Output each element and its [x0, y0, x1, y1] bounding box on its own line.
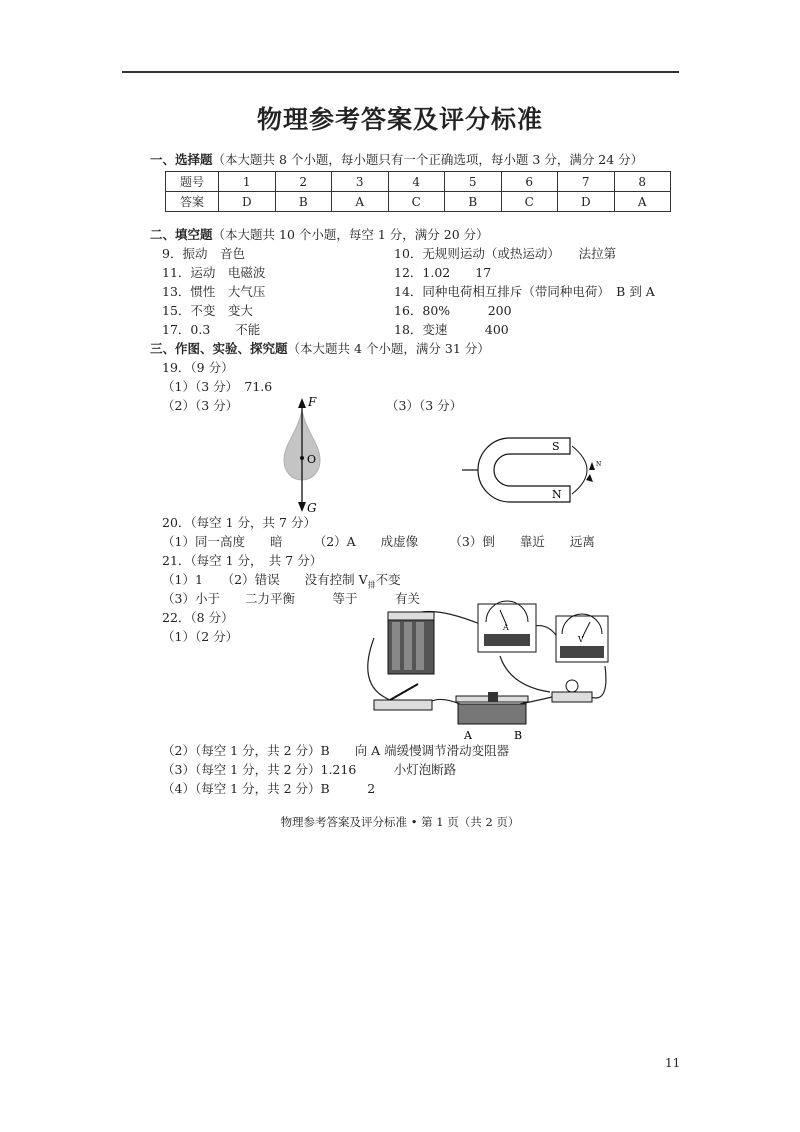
q21-subscript: 排 — [367, 580, 376, 590]
label-G: G — [307, 501, 317, 515]
fill-answer-17: 17．0.3 不能 — [162, 322, 261, 337]
force-diagram — [270, 392, 340, 522]
field-arrow-icon — [586, 474, 593, 482]
q-answer: A — [614, 192, 671, 212]
q-number: 5 — [445, 172, 502, 192]
field-line — [572, 446, 587, 494]
q22-label: 22．（8 分） — [162, 610, 234, 625]
voltmeter-label: V — [578, 635, 584, 644]
fill-answer-9: 9．振动 音色 — [162, 246, 245, 261]
q22-part2: （2）（每空 1 分，共 2 分）B 向 A 端缓慢调节滑动变阻器 — [162, 743, 510, 758]
row-label-answer: 答案 — [166, 192, 219, 212]
fill-answer-13: 13．惯性 大气压 — [162, 284, 266, 299]
section3-header — [150, 339, 490, 357]
compass-needle-icon — [589, 462, 595, 470]
fill-answer-18: 18．变速 400 — [394, 322, 509, 337]
q-answer: C — [501, 192, 558, 212]
needle-N: N — [596, 461, 602, 468]
q19-part1: （1）（3 分） 71.6 — [162, 379, 273, 394]
fill-answer-11: 11．运动 电磁波 — [162, 265, 266, 280]
pole-S: S — [552, 440, 560, 453]
q21-answers-1b: 不变 — [375, 572, 401, 587]
rheostat-icon — [456, 692, 528, 742]
q-answer: D — [558, 192, 615, 212]
center-point — [300, 456, 304, 460]
label-O: O — [307, 453, 317, 466]
fill-answer-10: 10．无规则运动（或热运动） 法拉第 — [394, 246, 617, 261]
battery-icon — [388, 612, 434, 674]
fill-answer-15: 15．不变 变大 — [162, 303, 253, 318]
q-number: 1 — [219, 172, 276, 192]
ammeter-label: A — [503, 623, 509, 632]
q-answer: B — [445, 192, 502, 212]
q-answer: B — [275, 192, 332, 212]
pole-N: N — [552, 488, 562, 501]
q-answer: A — [332, 192, 389, 212]
wire — [500, 656, 550, 692]
table-row-numbers — [166, 172, 671, 192]
q-number: 8 — [614, 172, 671, 192]
rheostat-end-B: B — [514, 729, 523, 742]
lamp-icon — [552, 680, 592, 702]
fill-answer-16: 16．80% 200 — [394, 303, 512, 318]
q-answer: C — [388, 192, 445, 212]
row-label-number: 题号 — [166, 172, 219, 192]
answer-table — [165, 171, 671, 212]
q22-part1: （1）（2 分） — [162, 629, 239, 644]
section2-heading: 二、填空题 — [150, 227, 213, 242]
section2-header — [150, 225, 489, 243]
circuit-diagram — [360, 596, 610, 746]
table-row-answers — [166, 192, 671, 212]
voltmeter-icon — [556, 614, 608, 662]
fill-answer-14: 14．同种电荷相互排斥（带同种电荷） B 到 A — [394, 284, 655, 299]
fill-answer-12: 12．1.02 17 — [394, 265, 492, 280]
section2-note: （本大题共 10 个小题，每空 1 分，满分 20 分） — [212, 227, 489, 242]
q-number: 7 — [558, 172, 615, 192]
ammeter-icon — [478, 601, 536, 652]
page-title: 物理参考答案及评分标准 — [256, 105, 543, 134]
arrow-down-icon — [298, 502, 306, 512]
q22-part3: （3）（每空 1 分，共 2 分）1.216 小灯泡断路 — [162, 762, 457, 777]
rheostat-end-A: A — [464, 729, 472, 742]
arrow-up-icon — [298, 398, 306, 408]
section3-heading: 三、作图、实验、探究题 — [150, 341, 288, 356]
q22-part4: （4）（每空 1 分，共 2 分）B 2 — [162, 781, 376, 796]
magnet-diagram — [462, 432, 622, 512]
wire — [368, 638, 390, 700]
q-number: 2 — [275, 172, 332, 192]
q-number: 6 — [501, 172, 558, 192]
q-answer: D — [219, 192, 276, 212]
page-footer: 物理参考答案及评分标准 • 第 1 页（共 2 页） — [280, 815, 520, 829]
label-F: F — [308, 395, 317, 409]
top-rule — [122, 71, 679, 73]
q-number: 3 — [332, 172, 389, 192]
q21-label: 21．（每空 1 分， 共 7 分） — [162, 553, 323, 568]
q21-answers-2: （3）小于 二力平衡 等于 有关 — [162, 591, 420, 606]
switch-icon — [374, 684, 432, 710]
q21-answers-1a: （1）1 （2）错误 没有控制 V — [162, 572, 368, 587]
section1-note: （本大题共 8 个小题，每小题只有一个正确选项，每小题 3 分，满分 24 分） — [212, 152, 644, 167]
q21-answers-1 — [162, 570, 401, 591]
q-number: 4 — [388, 172, 445, 192]
section1-header — [150, 150, 643, 168]
q19-part3: （3）（3 分） — [386, 398, 463, 413]
page-number: 11 — [665, 1056, 681, 1070]
section3-note: （本大题共 4 个小题，满分 31 分） — [287, 341, 490, 356]
q20-label: 20．（每空 1 分，共 7 分） — [162, 515, 316, 530]
q19-part2: （2）（3 分） — [162, 398, 239, 413]
section1-heading: 一、选择题 — [150, 152, 213, 167]
q19-label: 19．（9 分） — [162, 360, 234, 375]
q20-answers: （1）同一高度 暗 （2）A 成虚像 （3）倒 靠近 远离 — [162, 534, 595, 549]
